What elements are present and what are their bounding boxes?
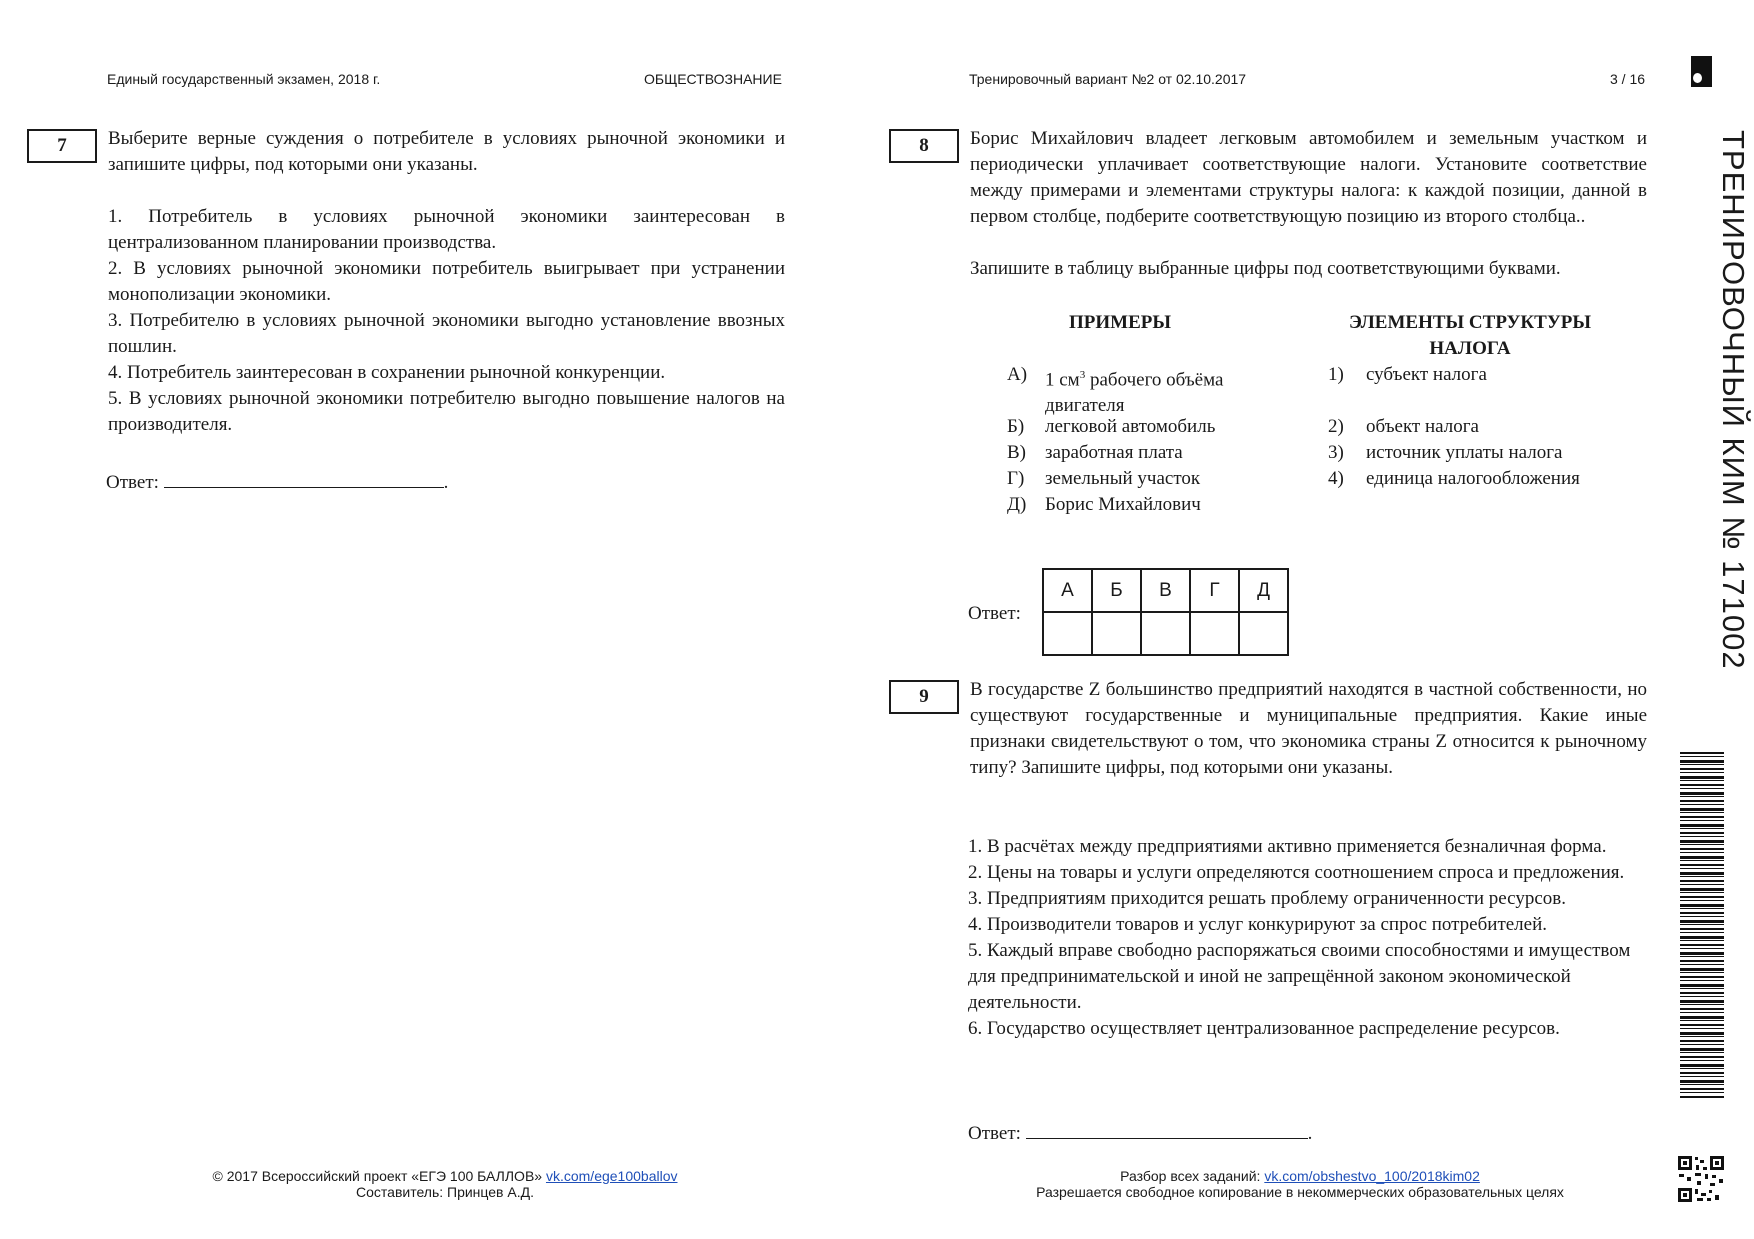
task-7-option-4: 4. Потребитель заинтересован в сохранении рыночной конкуренции. [108, 362, 666, 383]
variant-title: Тренировочный вариант №2 от 02.10.2017 [969, 71, 1247, 87]
task-8-answer-letters-row [1043, 569, 1288, 612]
footer-ege-link[interactable]: vk.com/ege100ballov [545, 1168, 678, 1184]
task-8-answer-cells-row [1043, 612, 1288, 655]
task-8-instruction: Запишите в таблицу выбранные цифры под соответствующими буквами. [970, 258, 1561, 279]
task-7-answer-label: Ответ: [106, 472, 159, 493]
footer-copyright: © 2017 Всероссийский проект «ЕГЭ 100 БАЛЛОВ» [212, 1168, 546, 1184]
task-7-options [108, 204, 785, 438]
task-8-element-3: 3) источник уплаты налога [1328, 442, 1563, 463]
task-9-option-2: 2. Цены на товары и услуги определяются соотношением спроса и предложения. [968, 862, 1625, 883]
task-8-examples-heading: ПРИМЕРЫ [1068, 312, 1172, 333]
task-8-answer-cell-c[interactable] [1141, 612, 1190, 655]
task-8-answer-cell-e[interactable] [1239, 612, 1288, 655]
task-9-answer-end: . [1307, 1123, 1313, 1144]
task-9-prompt: В государстве Z большинство предприятий находятся в частной собственности, но существуют государственные и муниципальные предприятия. Какие иные признаки свидетельствуют о том, что экономика страны Z относится к рыночному типу? Запишите цифры, под которыми они указаны. [970, 679, 1647, 778]
task-9-options [968, 834, 1645, 1042]
task-8-prompt: Борис Михайлович владеет легковым автомобилем и земельным участком и периодически уплачивает соответствующие налоги. Установите соответствие между примерами и элементами структуры налога: к каждой позиции, данной в первом столбце, подберите соответствующую позицию из второго столбца.. [970, 128, 1647, 227]
task-8-letter-a: А [1043, 569, 1092, 612]
exam-title: Единый государственный экзамен, 2018 г. [107, 71, 381, 87]
task-7-answer-line[interactable] [164, 469, 444, 488]
task-7-option-2: 2. В условиях рыночной экономики потребитель выигрывает при устранении монополизации экономики. [108, 258, 785, 305]
qr-code-icon [1677, 1155, 1725, 1203]
task-8-elements-heading: ЭЛЕМЕНТЫ СТРУКТУРЫ НАЛОГА [1348, 312, 1592, 359]
task-8-element-2: 2) объект налога [1328, 416, 1479, 437]
footer-review-label: Разбор всех заданий: [1120, 1168, 1265, 1184]
task-9-option-5: 5. Каждый вправе свободно распоряжаться своими способностями и имуществом для предпринимательской и иной не запрещённой законом экономической деятельности. [968, 940, 1631, 1013]
page-number: 3 / 16 [1610, 71, 1646, 87]
task-8-answer-table [1042, 568, 1289, 656]
task-9-answer-line[interactable] [1026, 1120, 1308, 1139]
barcode-icon [1680, 752, 1724, 1098]
vertical-kim-title: ТРЕНИРОВОЧНЫЙ КИМ № 171002 [1716, 130, 1751, 670]
task-8-element-1: 1) субъект налога [1328, 364, 1487, 385]
task-8-example-c: В) заработная плата [1007, 442, 1183, 463]
task-8-letter-d: Г [1190, 569, 1239, 612]
task-8-element-4: 4) единица налогообложения [1328, 468, 1580, 489]
task-8-answer-cell-b[interactable] [1092, 612, 1141, 655]
task-8-letter-c: В [1141, 569, 1190, 612]
footer-license: Разрешается свободное копирование в некоммерческих образовательных целях [1036, 1184, 1564, 1200]
task-7-option-5: 5. В условиях рыночной экономики потребителю выгодно повышение налогов на производителя. [108, 388, 785, 435]
task-7-prompt: Выберите верные суждения о потребителе в условиях рыночной экономики и запишите цифры, под которыми они указаны. [108, 128, 785, 175]
task-8-example-d: Г) земельный участок [1007, 468, 1201, 489]
task-9-option-1: 1. В расчётах между предприятиями активно применяется безналичная форма. [968, 836, 1607, 857]
task-7-answer [106, 469, 448, 496]
task-7-answer-end: . [443, 472, 449, 493]
task-7-option-1: 1. Потребитель в условиях рыночной экономики заинтересован в централизованном планировании производства. [108, 206, 785, 253]
task-8-letter-b: Б [1092, 569, 1141, 612]
task-9-answer-label: Ответ: [968, 1123, 1021, 1144]
task-9-option-6: 6. Государство осуществляет централизованное распределение ресурсов. [968, 1018, 1560, 1039]
task-8-example-e: Д) Борис Михайлович [1007, 494, 1201, 515]
task-8-answer-cell-d[interactable] [1190, 612, 1239, 655]
footer-left [130, 1168, 760, 1200]
task-7-option-3: 3. Потребителю в условиях рыночной экономики выгодно установление ввозных пошлин. [108, 310, 785, 357]
task-7-number-box: 7 [27, 129, 97, 163]
task-9-option-3: 3. Предприятиям приходится решать проблему ограниченности ресурсов. [968, 888, 1567, 909]
task-9-option-4: 4. Производители товаров и услуг конкурируют за спрос потребителей. [968, 914, 1548, 935]
task-8-example-a: А) 1 $см^3$ рабочего объёма двигателя [1007, 364, 1224, 417]
task-8-answer-label: Ответ: [968, 603, 1021, 624]
subject-title: ОБЩЕСТВОЗНАНИЕ [644, 71, 782, 87]
footer-author: Составитель: Принцев А.Д. [356, 1184, 534, 1200]
corner-marker-icon [1691, 56, 1712, 87]
task-9-answer [968, 1120, 1312, 1147]
task-9-number-box: 9 [889, 680, 959, 714]
task-8-number-box: 8 [889, 129, 959, 163]
footer-review-link[interactable]: vk.com/obshestvo_100/2018kim02 [1264, 1168, 1480, 1184]
task-8-letter-e: Д [1239, 569, 1288, 612]
task-8-answer-cell-a[interactable] [1043, 612, 1092, 655]
task-8-example-b: Б) легковой автомобиль [1007, 416, 1216, 437]
footer-right [985, 1168, 1615, 1200]
